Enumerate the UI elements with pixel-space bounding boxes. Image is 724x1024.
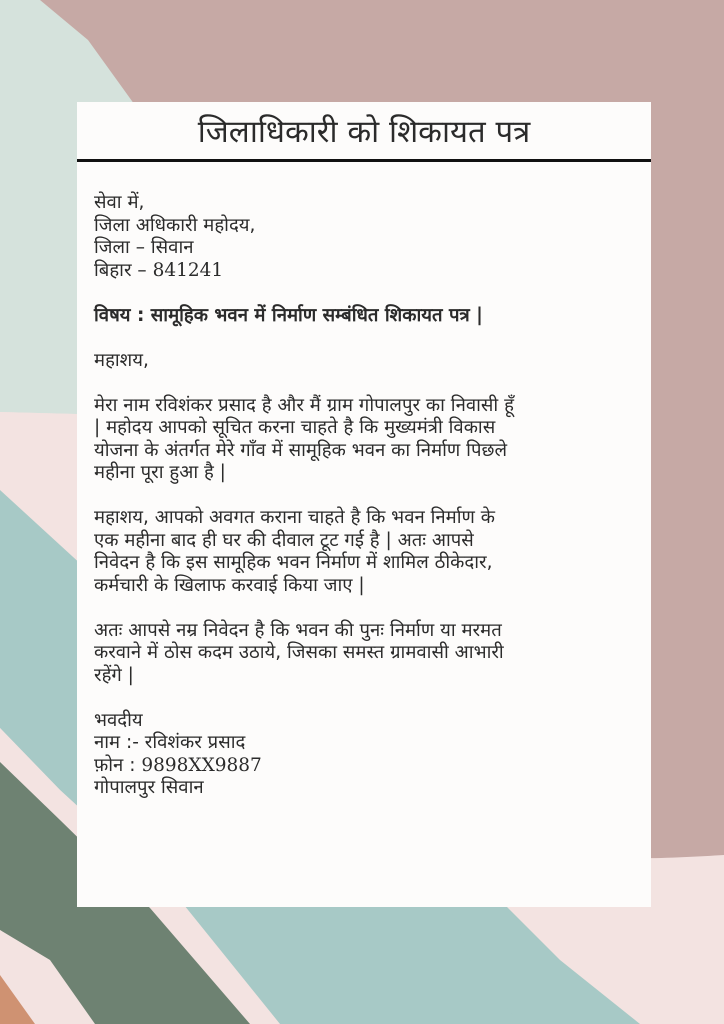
paragraph-line: रहेंगे | xyxy=(94,664,134,686)
letter-body xyxy=(94,192,644,800)
paragraph-3 xyxy=(94,620,644,688)
paragraph-line: एक महीना बाद ही घर की दीवाल टूट गई है | अतः आपसे xyxy=(94,529,474,551)
paragraph-line: कर्मचारी के खिलाफ करवाई किया जाए | xyxy=(94,574,365,596)
pin-code: 841241 xyxy=(152,259,224,281)
signature-block xyxy=(94,710,644,800)
paragraph-line: महाशय, आपको अवगत कराना चाहते है कि भवन निर्माण के xyxy=(94,507,496,528)
paragraph-line: मेरा नाम रविशंकर प्रसाद है और मैं ग्राम गोपालपुर का निवासी हूँ xyxy=(94,394,514,416)
address-line: जिला अधिकारी महोदय, xyxy=(94,214,256,236)
paragraph-line: | महोदय आपको सूचित करना चाहते है कि मुख्यमंत्री विकास xyxy=(94,417,496,438)
address-line: सेवा में, xyxy=(94,192,145,213)
paragraph-line: निवेदन है कि इस सामूहिक भवन निर्माण में शामिल ठीकेदार, xyxy=(94,552,493,573)
letter-card xyxy=(77,102,651,907)
sender-name: नाम :- रविशंकर प्रसाद xyxy=(94,732,246,753)
title-divider xyxy=(77,159,651,162)
paragraph-line: महीना पूरा हुआ है | xyxy=(94,462,226,483)
address-line xyxy=(94,260,644,283)
paragraph-line: अतः आपसे नम्र निवेदन है कि भवन की पुनः निर्माण या मरमत xyxy=(94,619,502,641)
state-label: बिहार – xyxy=(94,259,153,281)
paragraph-line: करवाने में ठोस कदम उठाये, जिसका समस्त ग्रामवासी आभारी xyxy=(94,642,504,663)
closing: भवदीय xyxy=(94,709,143,731)
phone-number: 9898XX9887 xyxy=(141,754,262,776)
address-line: जिला – सिवान xyxy=(94,237,194,258)
salutation: महाशय, xyxy=(94,349,149,371)
paragraph-1 xyxy=(94,395,644,485)
phone-label: फ़ोन : xyxy=(94,754,142,776)
subject-line: विषय : सामूहिक भवन में निर्माण सम्बंधित शिकायत पत्र | xyxy=(94,304,483,326)
sender-phone xyxy=(94,755,644,778)
sender-place: गोपालपुर सिवान xyxy=(94,777,204,798)
page-title: जिलाधिकारी को शिकायत पत्र xyxy=(197,114,531,150)
paragraph-2 xyxy=(94,507,644,597)
paragraph-line: योजना के अंतर्गत मेरे गाँव में सामूहिक भवन का निर्माण पिछले xyxy=(94,439,507,461)
recipient-address xyxy=(94,192,644,282)
